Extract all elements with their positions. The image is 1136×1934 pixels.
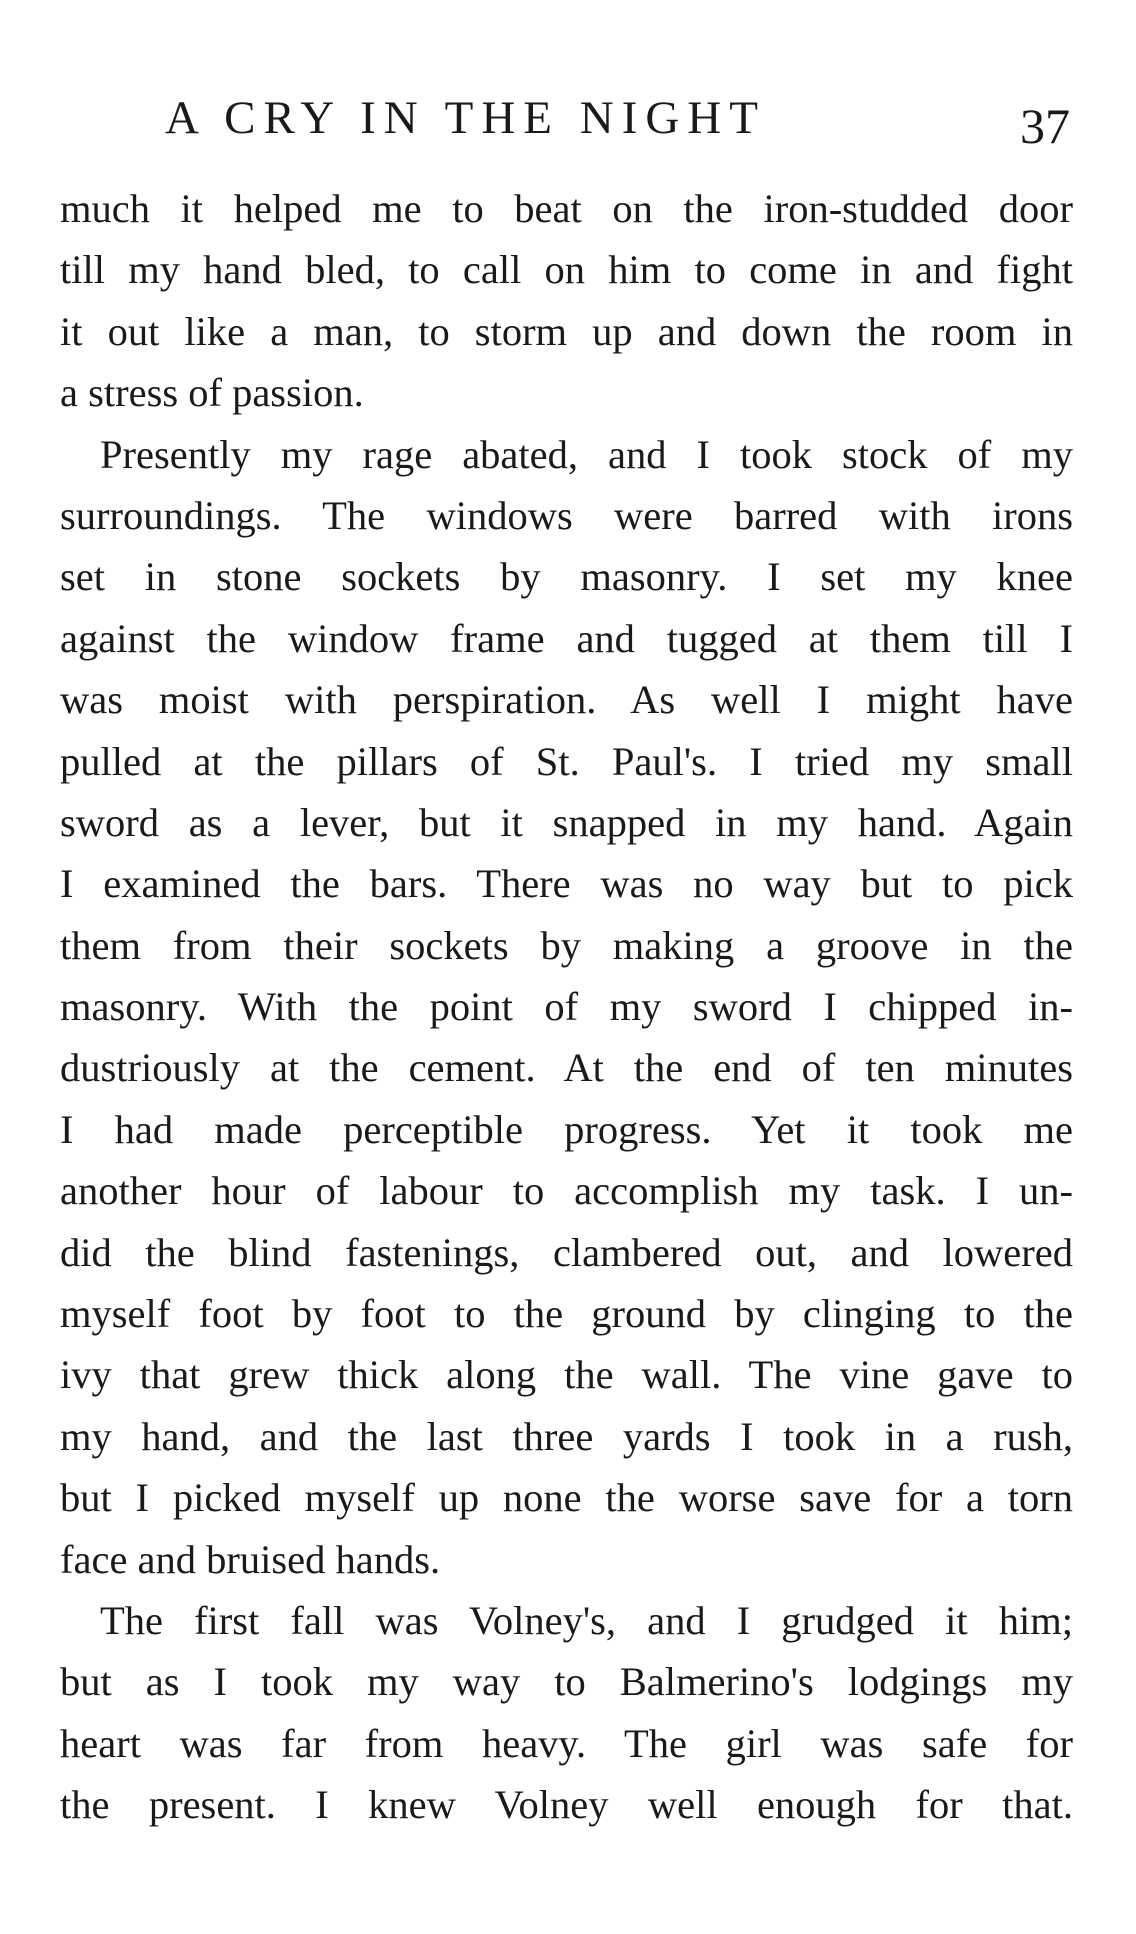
text-line: set in stone sockets by masonry. I set my knee: [60, 554, 1073, 600]
text-line: The first fall was Volney's, and I grudged it him;: [100, 1597, 1073, 1643]
text-line: against the window frame and tugged at them till I: [60, 615, 1073, 661]
page-number: 37: [1020, 98, 1070, 154]
paragraph: [60, 424, 1073, 1590]
paragraph: [60, 1590, 1073, 1836]
text-line: dustriously at the cement. At the end of ten minutes: [60, 1045, 1073, 1091]
running-head: [165, 88, 1070, 158]
text-line: but as I took my way to Balmerino's lodgings my: [60, 1659, 1073, 1705]
text-line: face and bruised hands.: [60, 1536, 441, 1582]
text-line: did the blind fastenings, clambered out, and lowered: [60, 1229, 1073, 1275]
text-line: sword as a lever, but it snapped in my hand. Again: [60, 799, 1073, 845]
text-line: was moist with perspiration. As well I might have: [60, 677, 1073, 723]
text-line: them from their sockets by making a groove in the: [60, 922, 1073, 968]
text-line: heart was far from heavy. The girl was safe for: [60, 1720, 1073, 1766]
text-line: my hand, and the last three yards I took in a rush,: [60, 1413, 1073, 1459]
text-line: the present. I knew Volney well enough for that.: [60, 1782, 1073, 1828]
text-line: I had made perceptible progress. Yet it took me: [60, 1106, 1073, 1152]
text-line: ivy that grew thick along the wall. The vine gave to: [60, 1352, 1073, 1398]
text-line: Presently my rage abated, and I took stock of my: [100, 431, 1073, 477]
text-line: masonry. With the point of my sword I chipped in-: [60, 984, 1073, 1030]
text-line: much it helped me to beat on the iron-studded door: [60, 186, 1073, 231]
running-title: A CRY IN THE NIGHT: [165, 92, 766, 144]
text-line: till my hand bled, to call on him to come in and fight: [60, 247, 1073, 293]
text-line: a stress of passion.: [60, 370, 364, 416]
text-line: it out like a man, to storm up and down the room in: [60, 308, 1073, 354]
text-line: I examined the bars. There was no way but to pick: [60, 861, 1073, 907]
text-line: myself foot by foot to the ground by clinging to the: [60, 1291, 1073, 1337]
text-line: but I picked myself up none the worse save for a torn: [60, 1475, 1073, 1521]
paragraph: [60, 178, 1073, 424]
body-text: [60, 178, 1073, 1836]
text-line: pulled at the pillars of St. Paul's. I tried my small: [60, 738, 1073, 784]
text-line: surroundings. The windows were barred with irons: [60, 492, 1073, 538]
text-line: another hour of labour to accomplish my task. I un-: [60, 1168, 1073, 1214]
